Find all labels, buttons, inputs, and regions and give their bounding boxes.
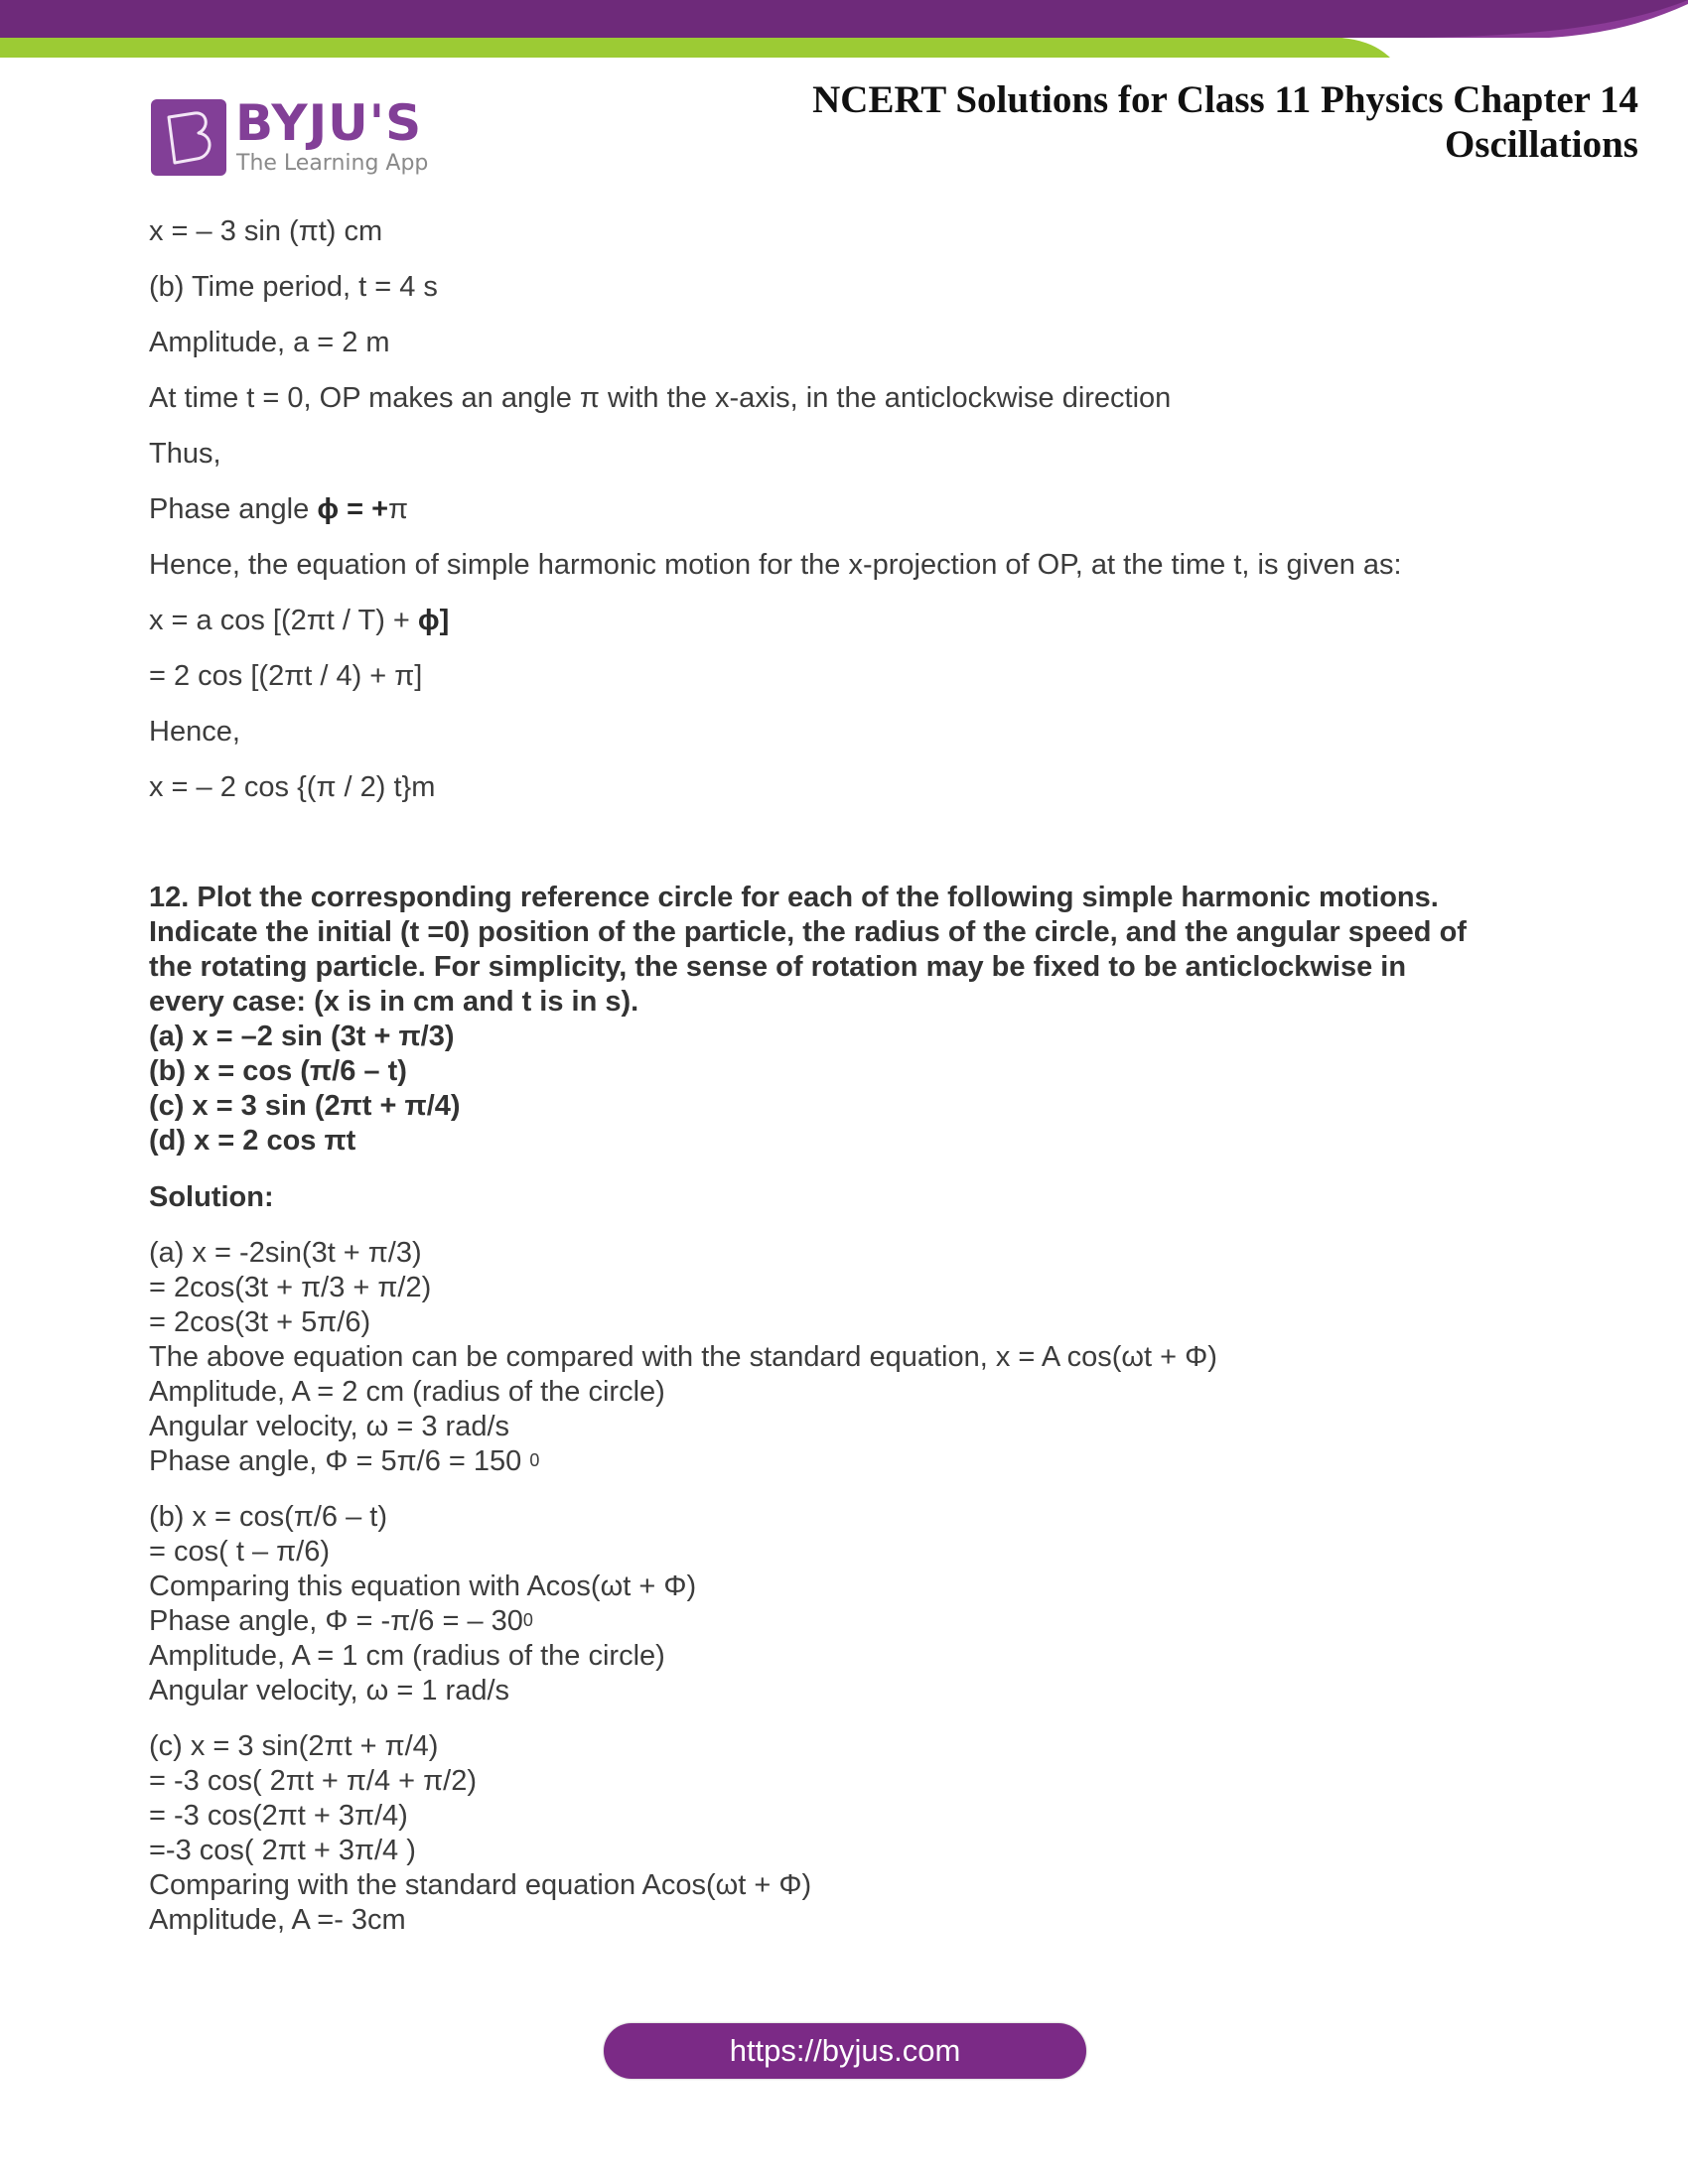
text-line: At time t = 0, OP makes an angle π with the x-axis, in the anticlockwise direction: [149, 382, 1172, 414]
solution-a-line: Angular velocity, ω = 3 rad/s: [149, 1411, 510, 1442]
header-band: [0, 0, 1688, 60]
solution-b-line: = cos( t – π/6): [149, 1536, 330, 1568]
solution-b-line: Angular velocity, ω = 1 rad/s: [149, 1675, 510, 1706]
text-fragment: Phase angle: [149, 493, 318, 525]
question-12-line: Indicate the initial (t =0) position of the particle, the radius of the circle, and the angular speed of: [149, 916, 1467, 948]
solution-c-line: = -3 cos(2πt + 3π/4): [149, 1800, 408, 1832]
solution-a-line: (a) x = -2sin(3t + π/3): [149, 1237, 422, 1269]
text-fragment: Phase angle, Φ = -π/6 = – 30: [149, 1605, 523, 1637]
logo-tagline: The Learning App: [236, 151, 429, 176]
text-line: x = – 2 cos {(π / 2) t}m: [149, 771, 436, 803]
question-12-option-a: (a) x = –2 sin (3t + π/3): [149, 1021, 455, 1052]
byjus-b-icon: [151, 99, 226, 176]
document-title-line1: NCERT Solutions for Class 11 Physics Chapter 14: [812, 78, 1638, 121]
question-12-option-d: (d) x = 2 cos πt: [149, 1125, 356, 1157]
question-12-line: the rotating particle. For simplicity, the sense of rotation may be fixed to be anticlockwise in: [149, 951, 1407, 983]
solution-c-line: =-3 cos( 2πt + 3π/4 ): [149, 1835, 416, 1866]
degree-superscript: 0: [529, 1450, 540, 1470]
footer-url-text: https://byjus.com: [729, 2033, 961, 2068]
text-fragment: Phase angle, Φ = 5π/6 = 150: [149, 1445, 530, 1477]
logo-wordmark: BYJU'S: [235, 94, 423, 152]
question-12-line: every case: (x is in cm and t is in s).: [149, 986, 639, 1018]
solution-a-phase-line: [149, 1444, 539, 1481]
solution-c-line: (c) x = 3 sin(2πt + π/4): [149, 1730, 439, 1762]
solution-c-line: = -3 cos( 2πt + π/4 + π/2): [149, 1765, 478, 1797]
text-fragment: x = a cos [(2πt / T) +: [149, 605, 418, 636]
equation-line: [149, 604, 449, 637]
text-fragment-bold: ϕ = +: [317, 493, 389, 525]
text-line: x = – 3 sin (πt) cm: [149, 215, 383, 247]
solution-a-line: = 2cos(3t + π/3 + π/2): [149, 1272, 432, 1303]
document-title-line2: Oscillations: [1444, 123, 1638, 166]
text-fragment-bold: ϕ]: [417, 605, 450, 636]
text-line: = 2 cos [(2πt / 4) + π]: [149, 660, 423, 692]
solution-c-line: Amplitude, A =- 3cm: [149, 1904, 406, 1936]
solution-b-phase-line: [149, 1604, 533, 1641]
text-fragment: π: [388, 493, 409, 525]
phase-angle-line: [149, 492, 408, 526]
text-line: Hence, the equation of simple harmonic motion for the x-projection of OP, at the time t, is given as:: [149, 549, 1402, 581]
solution-a-line: = 2cos(3t + 5π/6): [149, 1306, 371, 1338]
document-title: [812, 77, 1638, 167]
solution-c-line: Comparing with the standard equation Acos(ωt + Φ): [149, 1869, 812, 1901]
text-line: Thus,: [149, 438, 221, 470]
text-line: (b) Time period, t = 4 s: [149, 271, 438, 303]
solution-a-line: Amplitude, A = 2 cm (radius of the circle): [149, 1376, 665, 1408]
solution-b-line: Comparing this equation with Acos(ωt + Φ): [149, 1570, 697, 1602]
degree-superscript: 0: [522, 1610, 533, 1630]
question-12-option-c: (c) x = 3 sin (2πt + π/4): [149, 1090, 461, 1122]
footer-url-link[interactable]: [604, 2023, 1086, 2079]
text-line: Amplitude, a = 2 m: [149, 327, 390, 358]
solution-heading: Solution:: [149, 1181, 274, 1213]
solution-b-line: Amplitude, A = 1 cm (radius of the circle): [149, 1640, 665, 1672]
solution-b-line: (b) x = cos(π/6 – t): [149, 1501, 387, 1533]
solution-a-line: The above equation can be compared with the standard equation, x = A cos(ωt + Φ): [149, 1341, 1217, 1373]
byjus-logo: [151, 94, 439, 179]
question-12-option-b: (b) x = cos (π/6 – t): [149, 1055, 407, 1087]
text-line: Hence,: [149, 716, 240, 748]
question-12-line: 12. Plot the corresponding reference circle for each of the following simple harmonic motions.: [149, 882, 1439, 913]
